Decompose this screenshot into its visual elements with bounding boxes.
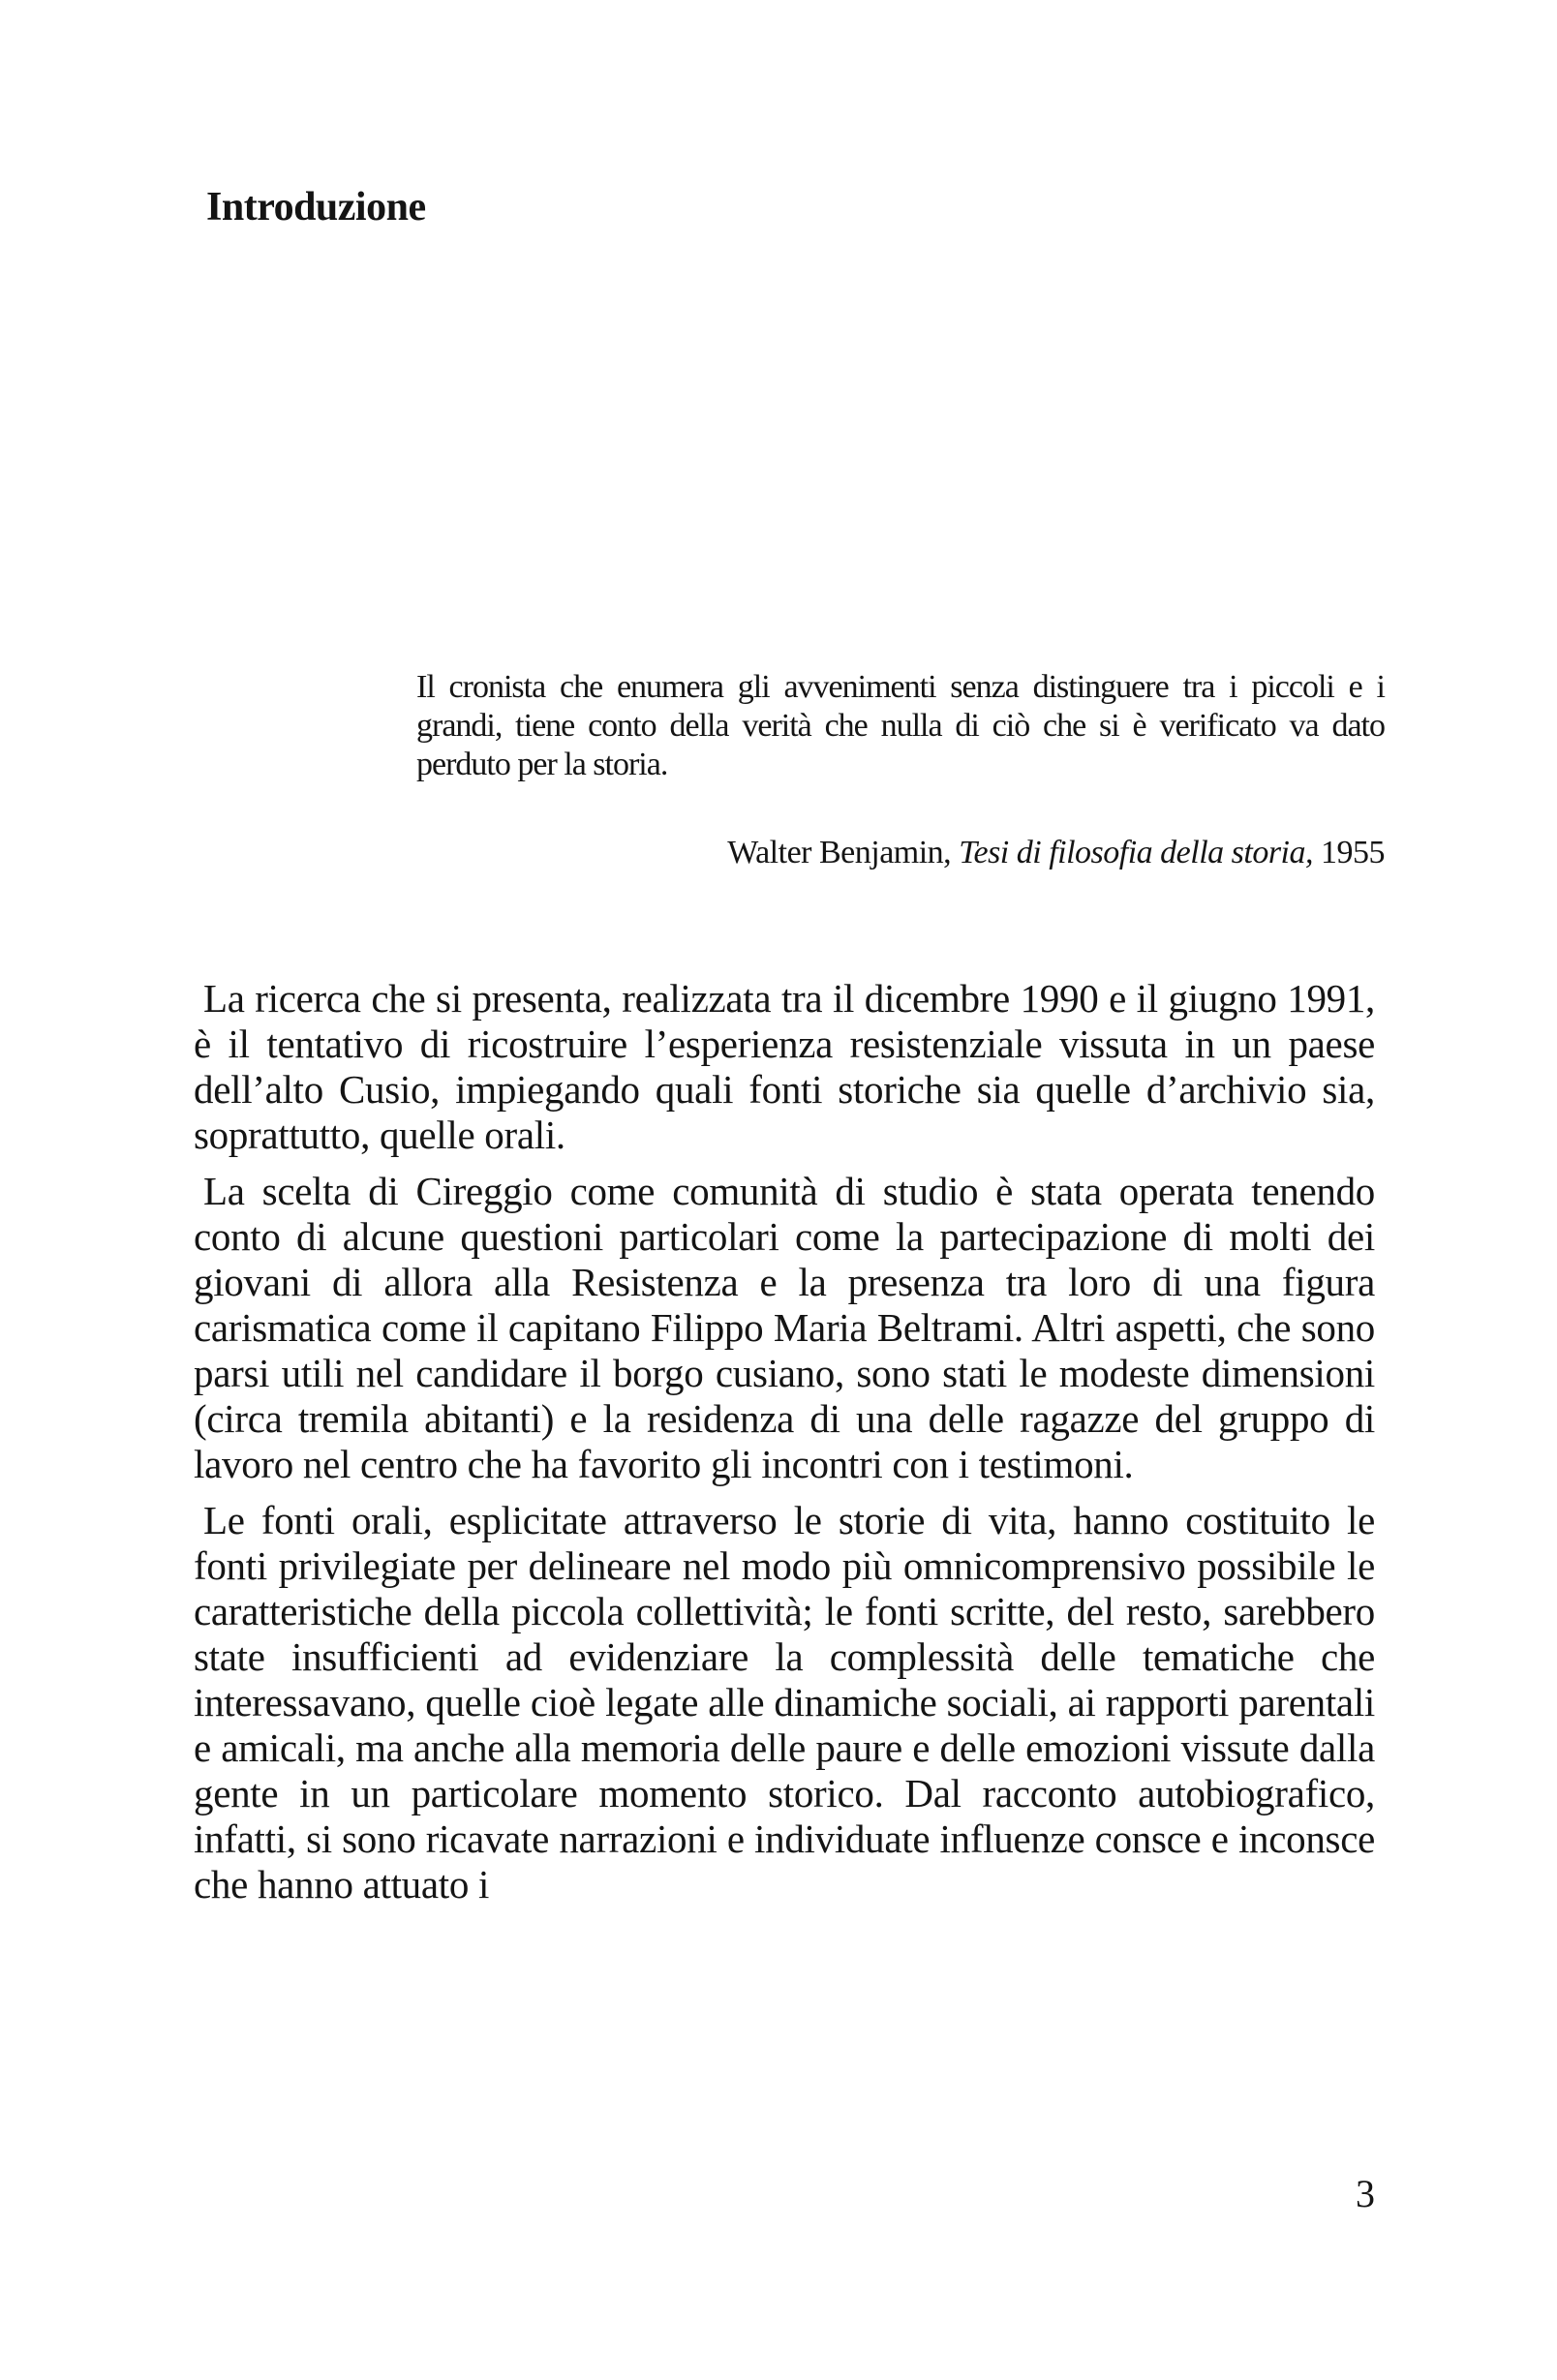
epigraph-author: Walter Benjamin, xyxy=(727,835,952,870)
page-number: 3 xyxy=(1356,2172,1375,2215)
epigraph-quote: Il cronista che enumera gli avvenimenti senza distinguere tra i piccoli e i grandi, tiene conto della verità che nulla di ciò che si è verificato va dato perduto per la storia. xyxy=(416,669,1385,782)
paragraph-1: La ricerca che si presenta, realizzata tra il dicembre 1990 e il giugno 1991, è il tentativo di ricostruire l’esperienza resistenziale vissuta in un paese dell’alto Cusio, impiegando quali fonti storiche sia quelle d’archivio sia, soprattutto, quelle orali. xyxy=(194,976,1375,1157)
epigraph-year: 1955 xyxy=(1321,835,1385,870)
epigraph-work-title: Tesi di filosofia della storia, xyxy=(959,835,1313,870)
paragraph-3: Le fonti orali, esplicitate attraverso le storie di vita, hanno costituito le fonti privilegiate per delineare nel modo più omnicomprensivo possibile le caratteristiche della piccola collettività; le fonti scritte, del resto, sarebbero state insufficienti ad evidenziare la complessità delle tematiche che interessavano, quelle cioè legate alle dinamiche sociali, ai rapporti parentali e amicali, ma anche alla memoria delle paure e delle emozioni vissute dalla gente in un particolare momento storico. Dal racconto autobiografico, infatti, si sono ricavate narrazioni e individuate influenze consce e inconsce che hanno attuato i xyxy=(194,1498,1375,1907)
paragraph-2: La scelta di Cireggio come comunità di studio è stata operata tenendo conto di alcune questioni particolari come la partecipazione di molti dei giovani di allora alla Resistenza e la presenza tra loro di una figura carismatica come il capitano Filippo Maria Beltrami. Altri aspetti, che sono parsi utili nel candidare il borgo cusiano, sono stati le modeste dimensioni (circa tremila abitanti) e la residenza di una delle ragazze del gruppo di lavoro nel centro che ha favorito gli incontri con i testimoni. xyxy=(194,1169,1375,1486)
epigraph-attribution xyxy=(416,833,1385,873)
running-head: Introduzione xyxy=(206,185,426,229)
body-text xyxy=(194,976,1375,1918)
